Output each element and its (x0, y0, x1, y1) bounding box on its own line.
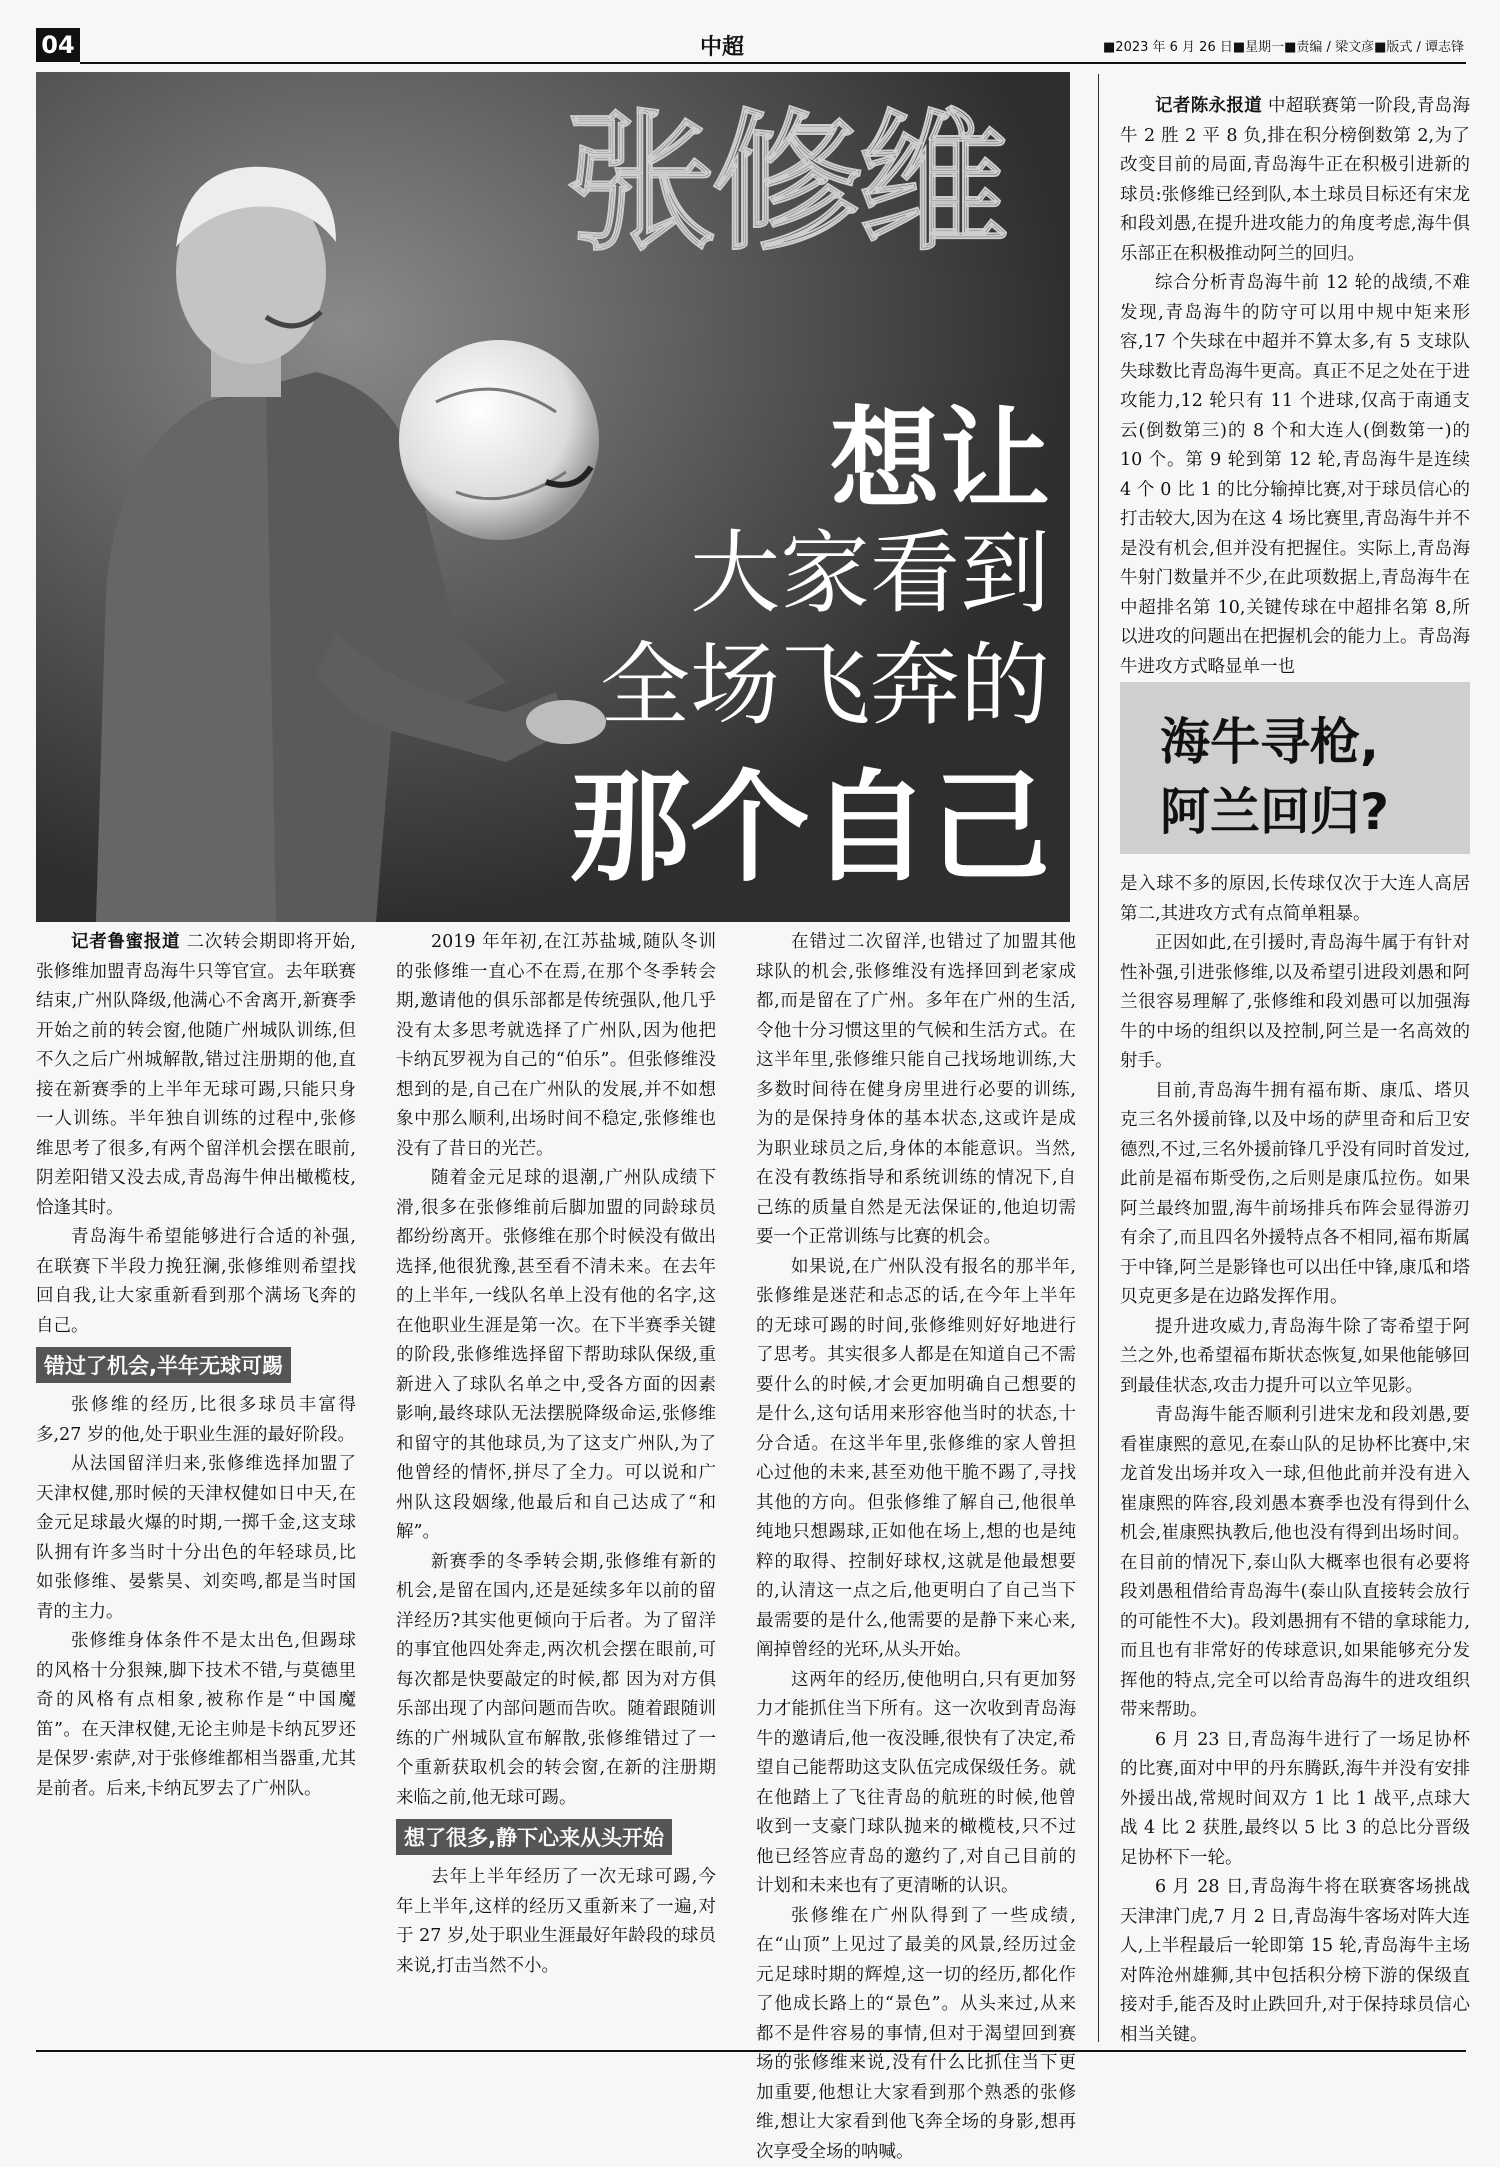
paragraph: 综合分析青岛海牛前 12 轮的战绩,不难发现,青岛海牛的防守可以用中规中矩来形容,17 个失球在中超并不算太多,有 5 支球队失球数比青岛海牛更高。真正不足之处在于进攻能力,12 轮只有 11 个进球,仅高于南通支云(倒数第三)的 8 个和大连人(倒数第一)的 10 个。第 9 轮到第 12 轮,青岛海牛是连续 4 个 0 比 1 的比分输掉比赛,对于球员信心的打击较大,因为在这 4 场比赛里,青岛海牛并不是没有机会,但并没有把握住。实际上,青岛海牛射门数量并不少,在此项数据上,青岛海牛在中超排名第 10,关键传球在中超排名第 8,所以进攻的问题出在把握机会的能力上。青岛海牛进攻方式略显单一也 (1120, 269, 1470, 682)
article-1-byline: 记者鲁蜜报道 (71, 932, 180, 952)
paragraph: 中超联赛第一阶段,青岛海牛 2 胜 2 平 8 负,排在积分榜倒数第 2,为了改变目前的局面,青岛海牛正在积极引进新的球员:张修维已经到队,本土球员目标还有宋龙和段刘愚,在提升进攻能力的角度考虑,海牛俱乐部正在积极推动阿兰的回归。 (1120, 96, 1470, 264)
footer-rule (36, 2050, 1466, 2052)
paragraph: 张修维的经历,比很多球员丰富得多,27 岁的他,处于职业生涯的最好阶段。 (36, 1391, 356, 1450)
header-rule (80, 62, 1466, 64)
paragraph: 张修维在广州队得到了一些成绩,在“山顶”上见过了最美的风景,经历过金元足球时期的辉煌,这一切的经历,都化作了他成长路上的“景色”。从头来过,从来都不是件容易的事情,但对于渴望回到赛场的张修维来说,没有什么比抓住当下更加重要,他想让大家看到那个熟悉的张修维,想让大家看到他飞奔全场的身影,想再次享受全场的呐喊。 (756, 1902, 1076, 2167)
paragraph: 从法国留洋归来,张修维选择加盟了天津权健,那时候的天津权健如日中天,在金元足球最火爆的时期,一掷千金,这支球队拥有许多当时十分出色的年轻球员,比如张修维、晏紫昊、刘奕鸣,都是当时国青的主力。 (36, 1450, 356, 1627)
page-number: 04 (36, 28, 80, 62)
column-divider (1098, 74, 1099, 2042)
paragraph: 如果说,在广州队没有报名的那半年,张修维是迷茫和忐忑的话,在今年上半年的无球可踢的时间,张修维则好好地进行了思考。其实很多人都是在知道自己不需要什么的时候,才会更加明确自己想要的是什么,这句话用来形容他当时的状态,十分合适。在这半年里,张修维的家人曾担心过他的未来,甚至劝他干脆不踢了,寻找其他的方向。但张修维了解自己,他很单纯地只想踢球,正如他在场上,想的也是纯粹的取得、控制好球权,这就是他最想要的,认清这一点之后,他更明白了自己当下最需要的是什么,他需要的是静下来心来,阐掉曾经的光环,从头开始。 (756, 1253, 1076, 1666)
paragraph: 随着金元足球的退潮,广州队成绩下滑,很多在张修维前后脚加盟的同龄球员都纷纷离开。张修维在那个时候没有做出选择,他很犹豫,甚至看不清未来。在去年的上半年,一线队名单上没有他的名字,这在他职业生涯是第一次。在下半赛季关键的阶段,张修维选择留下帮助球队保级,重新进入了球队名单之中,受各方面的因素影响,最终球队无法摆脱降级命运,张修维和留守的其他球员,为了这支广州队,为了他曾经的情怀,拼尽了全力。可以说和广州队这段姻缘,他最后和自己达成了“和解”。 (396, 1164, 716, 1548)
paragraph: 6 月 28 日,青岛海牛将在联赛客场挑战天津津门虎,7 月 2 日,青岛海牛客场对阵大连人,上半程最后一轮即第 15 轮,青岛海牛主场对阵沧州雄狮,其中包括积分榜下游的保级直接对手,能否及时止跌回升,对于保持球员信心相当关键。 (1120, 1873, 1470, 2050)
paragraph: 正因如此,在引援时,青岛海牛属于有针对性补强,引进张修维,以及希望引进段刘愚和阿兰很容易理解了,张修维和段刘愚可以加强海牛的中场的组织以及控制,阿兰是一名高效的射手。 (1120, 929, 1470, 1077)
paragraph: 这两年的经历,使他明白,只有更加努力才能抓住当下所有。这一次收到青岛海牛的邀请后,他一夜没睡,很快有了决定,希望自己能帮助这支队伍完成保级任务。就在他踏上了飞往青岛的航班的时候,他曾收到一支豪门球队抛来的橄榄枝,只不过他已经答应青岛的邀约了,对自己目前的计划和未来也有了更清晰的认识。 (756, 1666, 1076, 1902)
paragraph: 青岛海牛希望能够进行合适的补强,在联赛下半段力挽狂澜,张修维则希望找回自我,让大家重新看到那个满场飞奔的自己。 (36, 1223, 356, 1341)
issue-info: ■2023 年 6 月 26 日■星期一■责编 / 梁文彦■版式 / 谭志锋 (1103, 36, 1464, 55)
article-2-headline-line-2: 阿兰回归? (1160, 772, 1389, 844)
player-name-watermark: 张修维 (566, 72, 1004, 278)
headline-line-1: 想让 (830, 372, 1050, 530)
headline-line-2: 大家看到 (690, 500, 1050, 630)
article-2-top (1120, 92, 1470, 682)
subhead-start-over: 想了很多,静下心来从头开始 (396, 1819, 672, 1855)
paragraph: 张修维身体条件不是太出色,但踢球的风格十分狠辣,脚下技术不错,与莫德里奇的风格有点相象,被称作是“中国魔笛”。在天津权健,无论主帅是卡纳瓦罗还是保罗·索萨,对于张修维都相当器重,尤其是前者。后来,卡纳瓦罗去了广州队。 (36, 1627, 356, 1804)
article-1-column-2 (396, 928, 716, 1981)
article-2-headline-line-1: 海牛寻枪, (1160, 702, 1379, 774)
article-2-headline-box (1120, 682, 1470, 854)
article-2-byline: 记者陈永报道 (1155, 96, 1262, 116)
headline-line-3: 全场飞奔的 (600, 612, 1050, 742)
paragraph: 在错过二次留洋,也错过了加盟其他球队的机会,张修维没有选择回到老家成都,而是留在了广州。多年在广州的生活,令他十分习惯这里的气候和生活方式。在这半年里,张修维只能自己找场地训练,大多数时间待在健身房里进行必要的训练,为的是保持身体的基本状态,这或许是成为职业球员之后,身体的本能意识。当然,在没有教练指导和系统训练的情况下,自己练的质量自然是无法保证的,他迫切需要一个正常训练与比赛的机会。 (756, 928, 1076, 1253)
section-title: 中超 (700, 30, 744, 61)
paragraph: 6 月 23 日,青岛海牛进行了一场足协杯的比赛,面对中甲的丹东腾跃,海牛并没有安排外援出战,常规时间双方 1 比 1 战平,点球大战 4 比 2 获胜,最终以 5 比 3 的总比分晋级足协杯下一轮。 (1120, 1726, 1470, 1874)
paragraph: 目前,青岛海牛拥有福布斯、康瓜、塔贝克三名外援前锋,以及中场的萨里奇和后卫安德烈,不过,三名外援前锋几乎没有同时首发过,此前是福布斯受伤,之后则是康瓜拉伤。如果阿兰最终加盟,海牛前场排兵布阵会显得游刃有余了,而且四名外援特点各不相同,福布斯属于中锋,阿兰是影锋也可以出任中锋,康瓜和塔贝克更多是在边路发挥作用。 (1120, 1077, 1470, 1313)
paragraph: 是入球不多的原因,长传球仅次于大连人高居第二,其进攻方式有点简单粗暴。 (1120, 870, 1470, 929)
paragraph: 青岛海牛能否顺利引进宋龙和段刘愚,要看崔康熙的意见,在泰山队的足协杯比赛中,宋龙首发出场并攻入一球,但他此前并没有进入崔康熙的阵容,段刘愚本赛季也没有得到什么机会,崔康熙执教后,他也没有得到出场时间。在目前的情况下,泰山队大概率也很有必要将段刘愚租借给青岛海牛(泰山队直接转会放行的可能性不大)。段刘愚拥有不错的拿球能力,而且也有非常好的传球意识,如果能够充分发挥他的特点,完全可以给青岛海牛的进攻组织带来帮助。 (1120, 1401, 1470, 1726)
subhead-missed-chance: 错过了机会,半年无球可踢 (36, 1347, 291, 1383)
paragraph: 2019 年年初,在江苏盐城,随队冬训的张修维一直心不在焉,在那个冬季转会期,邀请他的俱乐部都是传统强队,他几乎没有太多思考就选择了广州队,因为他把卡纳瓦罗视为自己的“伯乐”。但张修维没想到的是,自己在广州队的发展,并不如想象中那么顺利,出场时间不稳定,张修维也没有了昔日的光芒。 (396, 928, 716, 1164)
paragraph: 二次转会期即将开始,张修维加盟青岛海牛只等官宣。去年联赛结束,广州队降级,他满心不舍离开,新赛季开始之前的转会窗,他随广州城队训练,但不久之后广州城解散,错过注册期的他,直接在新赛季的上半年无球可踢,只能只身一人训练。半年独自训练的过程中,张修维思考了很多,有两个留洋机会摆在眼前,阴差阳错又没去成,青岛海牛伸出橄榄枝,恰逢其时。 (36, 932, 356, 1218)
article-1-column-3 (756, 928, 1076, 2167)
feature-photo (36, 72, 1070, 922)
paragraph: 新赛季的冬季转会期,张修维有新的机会,是留在国内,还是延续多年以前的留洋经历?其实他更倾向于后者。为了留洋的事宜他四处奔走,两次机会摆在眼前,可每次都是快要敲定的时候,都 因为对方俱乐部出现了内部问题而告吹。随着跟随训练的广州城队宣布解散,张修维错过了一个重新获取机会的转会窗,在新的注册期来临之前,他无球可踢。 (396, 1548, 716, 1814)
paragraph: 提升进攻威力,青岛海牛除了寄希望于阿兰之外,也希望福布斯状态恢复,如果他能够回到最佳状态,攻击力提升可以立竿见影。 (1120, 1313, 1470, 1402)
article-1-column-1 (36, 928, 356, 1804)
article-2-bottom (1120, 870, 1470, 2050)
paragraph: 去年上半年经历了一次无球可踢,今年上半年,这样的经历又重新来了一遍,对于 27 岁,处于职业生涯最好年龄段的球员来说,打击当然不小。 (396, 1863, 716, 1981)
headline-line-4: 那个自己 (570, 732, 1050, 904)
